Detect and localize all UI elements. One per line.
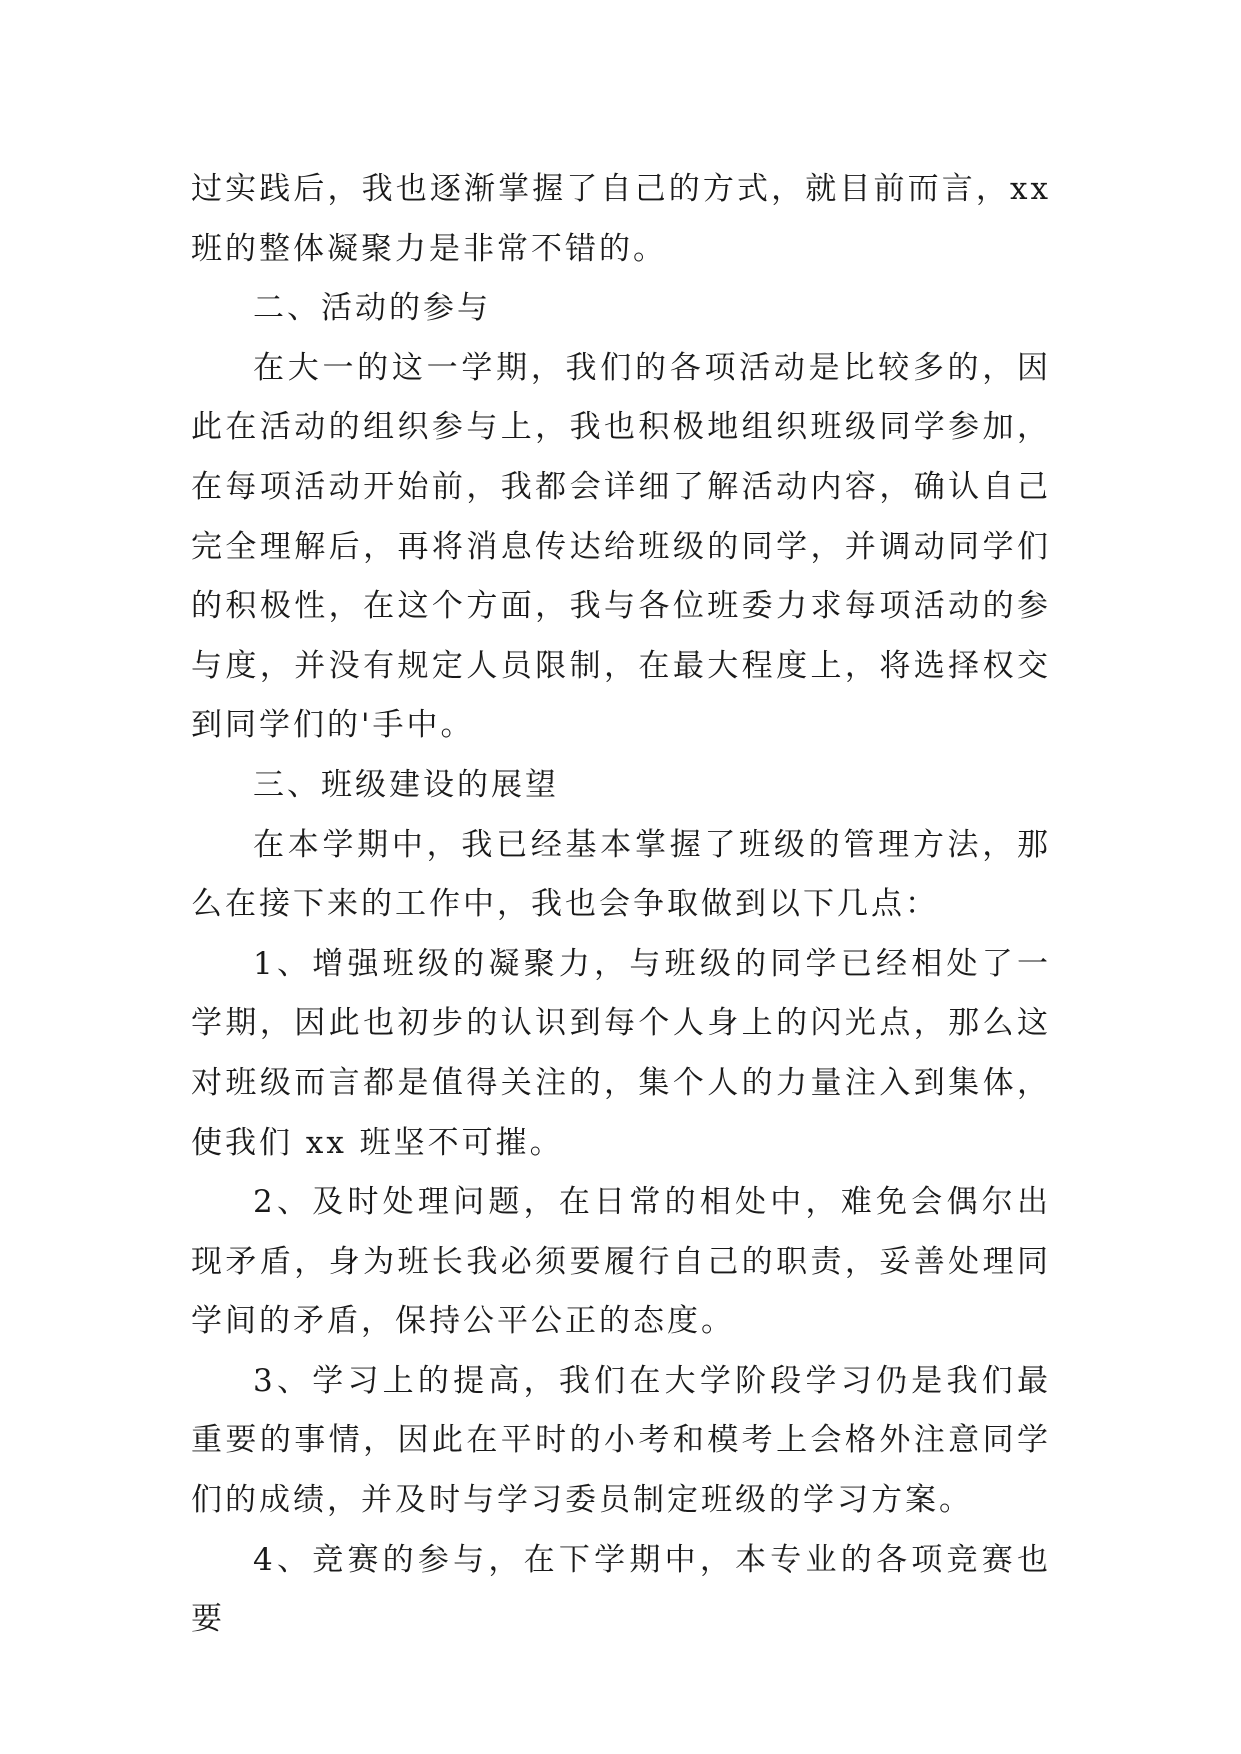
document-body	[191, 160, 1051, 1650]
list-item-problems: 2、及时处理问题，在日常的相处中，难免会偶尔出现矛盾，身为班长我必须要履行自己的职责，妥善处理同学间的矛盾，保持公平公正的态度。	[191, 1184, 1051, 1340]
list-item-cohesion: 1、增强班级的凝聚力，与班级的同学已经相处了一学期，因此也初步的认识到每个人身上的闪光点，那么这对班级而言都是值得关注的，集个人的力量注入到集体，使我们 xx 班坚不可摧。	[191, 945, 1051, 1161]
list-item-study: 3、学习上的提高，我们在大学阶段学习仍是我们最重要的事情，因此在平时的小考和模考上会格外注意同学们的成绩，并及时与学习委员制定班级的学习方案。	[191, 1362, 1051, 1519]
paragraph-activities: 在大一的这一学期，我们的各项活动是比较多的，因此在活动的组织参与上，我也积极地组织班级同学参加，在每项活动开始前，我都会详细了解活动内容，确认自己完全理解后，再将消息传达给班级的同学，并调动同学们的积极性，在这个方面，我与各位班委力求每项活动的参与度，并没有规定人员限制，在最大程度上，将选择权交到同学们的'手中。	[191, 349, 1051, 744]
list-item-competition: 4、竞赛的参与，在下学期中，本专业的各项竞赛也要	[191, 1541, 1051, 1638]
paragraph-outlook-intro: 在本学期中，我已经基本掌握了班级的管理方法，那么在接下来的工作中，我也会争取做到以下几点：	[191, 826, 1051, 923]
section-heading-outlook: 三、班级建设的展望	[253, 766, 559, 803]
paragraph-continuation: 过实践后，我也逐渐掌握了自己的方式，就目前而言，xx 班的整体凝聚力是非常不错的。	[191, 171, 1051, 267]
section-heading-activities: 二、活动的参与	[253, 290, 491, 327]
